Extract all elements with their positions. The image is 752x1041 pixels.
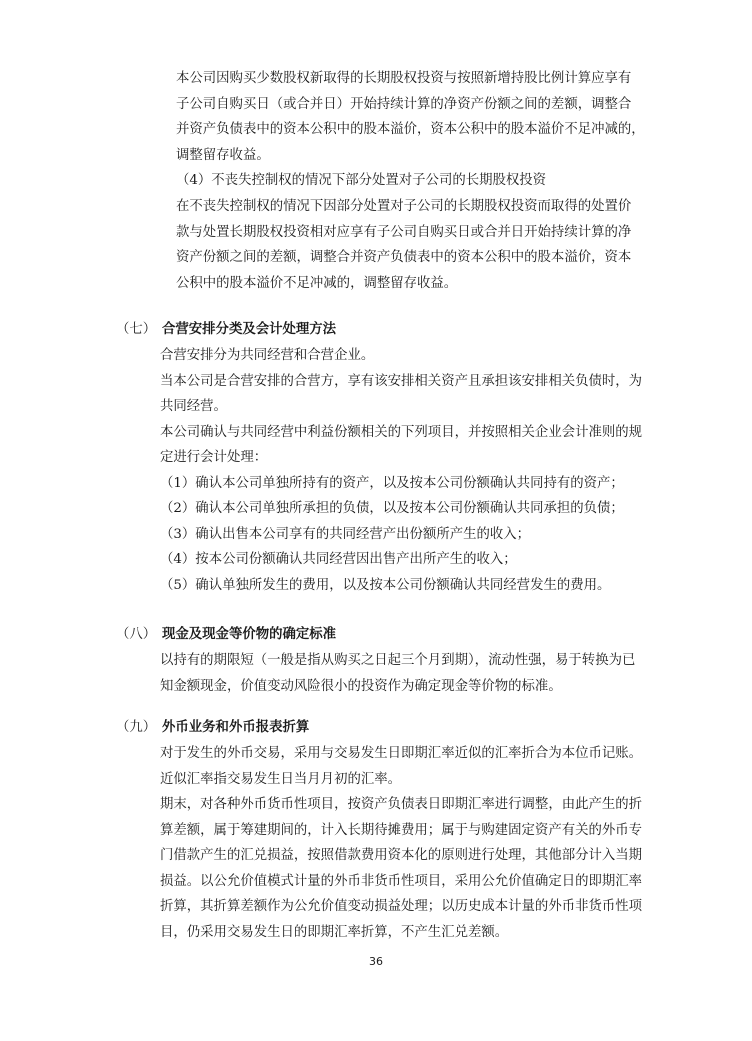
paragraph-line: 门借款产生的汇兑损益，按照借款费用资本化的原则进行处理，其他部分计入当期 [160,848,643,863]
section-number: （九） [116,720,157,735]
section-8-body [160,648,635,699]
paragraph-line: 知金额现金，价值变动风险很小的投资作为确定现金等价物的标准。 [160,678,562,694]
paragraph-line: 子公司自购买日（或合并日）开始持续计算的净资产份额之间的差额，调整合 [176,96,632,112]
section-title: 外币业务和外币报表折算 [162,720,310,735]
partial-disposal-paragraph [176,194,631,296]
paragraph-line: 款与处置长期股权投资相对应享有子公司自购买日或合并日开始持续计算的净 [176,224,632,240]
subsection-4-title [176,168,546,194]
paragraph-line: 期末，对各种外币货币性项目，按资产负债表日即期汇率进行调整，由此产生的折 [160,797,643,812]
paragraph-line: 在不丧失控制权的情况下因部分处置对子公司的长期股权投资而取得的处置价 [176,199,632,214]
section-number: （七） [116,322,157,337]
list-item: （4）按本公司份额确认共同经营因出售产出所产生的收入； [160,552,517,567]
paragraph-line: 当本公司是合营安排的合营方，享有该安排相关资产且承担该安排相关负债时，为 [160,373,643,389]
section-title: 合营安排分类及会计处理方法 [162,322,337,337]
paragraph-line: 公积中的股本溢价不足冲减的，调整留存收益。 [176,275,458,291]
paragraph-line: 损益。以公允价值模式计量的外币非货币性项目，采用公允价值确定日的即期汇率 [160,873,643,889]
paragraph-line: 折算，其折算差额作为公允价值变动损益处理；以历史成本计量的外币非货币性项 [160,899,643,914]
list-item: （3）确认出售本公司享有的共同经营产出份额所产生的收入； [160,526,531,542]
equity-purchase-paragraph [176,66,645,168]
subsection-title: （4）不丧失控制权的情况下部分处置对子公司的长期股权投资 [176,173,547,188]
paragraph-line: 近似汇率指交易发生日当月月初的汇率。 [160,771,402,787]
paragraph-line: 本公司确认与共同经营中利益份额相关的下列项目，并按照相关企业会计准则的规 [160,424,643,440]
paragraph-line: 算差额，属于筹建期间的，计入长期待摊费用；属于与购建固定资产有关的外币专 [160,822,643,838]
paragraph-line: 本公司因购买少数股权新取得的长期股权投资与按照新增持股比例计算应享有 [176,71,632,86]
paragraph-line: 合营安排分为共同经营和合营企业。 [160,348,375,363]
paragraph-line: 定进行会计处理： [160,450,268,465]
paragraph-line: 资产份额之间的差额，调整合并资产负债表中的资本公积中的股本溢价，资本 [176,250,632,265]
section-7-body [160,343,642,598]
paragraph-line: 目，仍采用交易发生日的即期汇率折算，不产生汇兑差额。 [160,924,509,940]
paragraph-line: 对于发生的外币交易，采用与交易发生日即期汇率近似的汇率折合为本位币记账。 [160,746,643,761]
page-number: 36 [369,955,383,968]
paragraph-line: 共同经营。 [160,399,227,414]
paragraph-line: 并资产负债表中的资本公积中的股本溢价，资本公积中的股本溢价不足冲减的， [176,122,645,137]
paragraph-line: 调整留存收益。 [176,147,270,163]
list-item: （1）确认本公司单独所持有的资产，以及按本公司份额确认共同持有的资产； [160,475,624,491]
paragraph-line: 以持有的期限短（一般是指从购买之日起三个月到期），流动性强，易于转换为已 [160,653,636,668]
section-9-body [160,741,642,945]
list-item: （2）确认本公司单独所承担的负债，以及按本公司份额确认共同承担的负债； [160,501,624,516]
list-item: （5）确认单独所发生的费用，以及按本公司份额确认共同经营发生的费用。 [160,577,611,593]
section-number: （八） [116,627,157,642]
section-title: 现金及现金等价物的确定标准 [162,627,337,642]
